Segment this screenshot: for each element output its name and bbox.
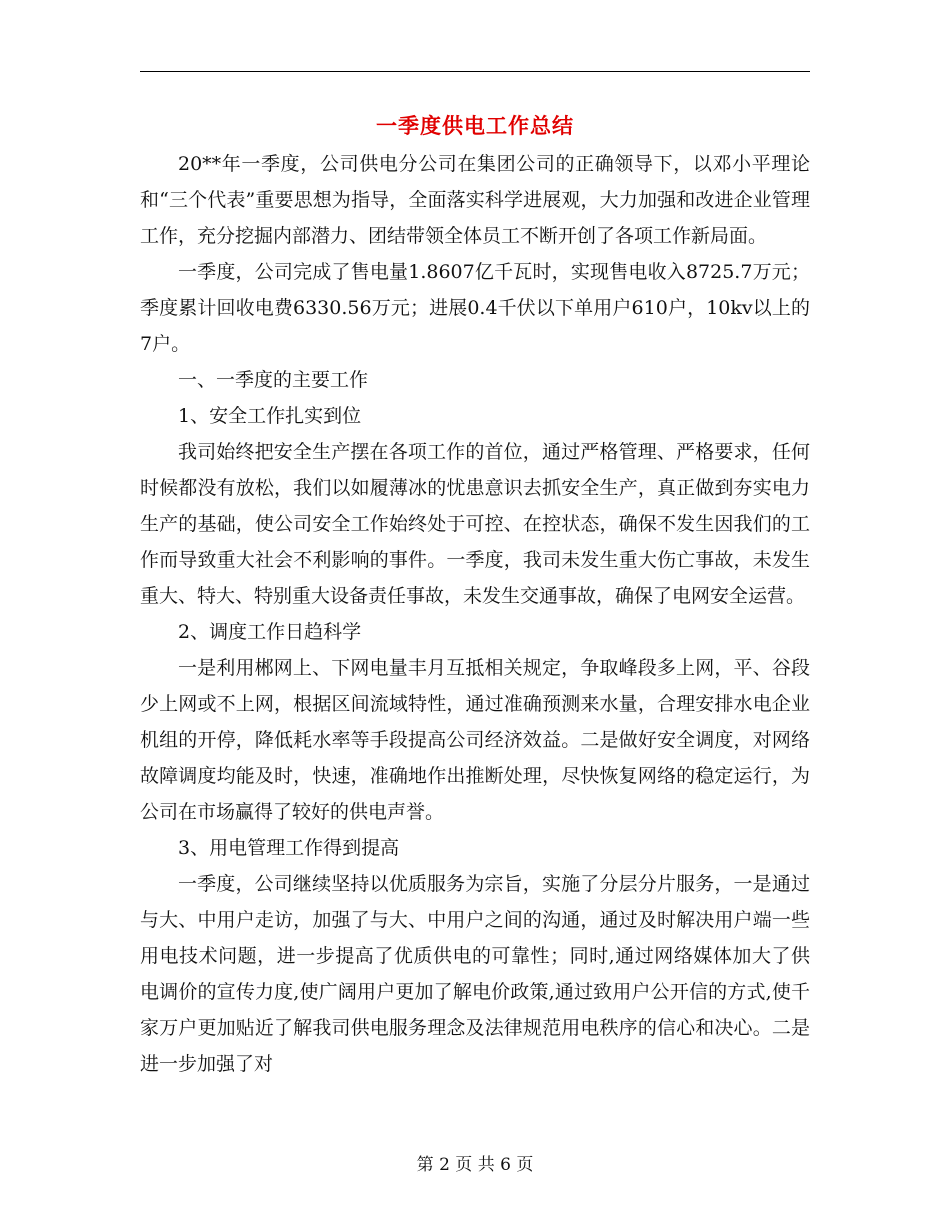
- subheading-safety: 1、安全工作扎实到位: [178, 405, 362, 427]
- paragraph-dispatch: 一是利用郴网上、下网电量丰月互抵相关规定，争取峰段多上网，平、谷段少上网或不上网，根据区间流域特性，通过准确预测来水量，合理安排水电企业机组的开停，降低耗水率等手段提高公司经济效益。二是做好安全调度，对网络故障调度均能及时，快速，准确地作出推断处理，尽快恢复网络的稳定运行，为公司在市场赢得了较好的供电声誉。: [140, 657, 810, 823]
- document-body: [140, 146, 810, 1082]
- page-number: 第 2 页 共 6 页: [416, 1155, 534, 1175]
- header-rule: [140, 71, 810, 72]
- paragraph-summary-figures: 一季度，公司完成了售电量1.8607亿千瓦时，实现售电收入8725.7万元；季度累计回收电费6330.56万元；进展0.4千伏以下单用户610户，10kv以上的7户。: [140, 261, 810, 355]
- document-title: 一季度供电工作总结: [376, 114, 574, 138]
- section-heading-main-work: 一、一季度的主要工作: [178, 369, 369, 391]
- paragraph-intro: 20**年一季度，公司供电分公司在集团公司的正确领导下，以邓小平理论和“三个代表”重要思想为指导，全面落实科学进展观，大力加强和改进企业管理工作，充分挖掘内部潜力、团结带领全体员工不断开创了各项工作新局面。: [140, 153, 810, 247]
- paragraph-power-management: 一季度，公司继续坚持以优质服务为宗旨，实施了分层分片服务，一是通过与大、中用户走访，加强了与大、中用户之间的沟通，通过及时解决用户端一些用电技术问题，进一步提高了优质供电的可靠性；同时,通过网络媒体加大了供电调价的宣传力度,使广阔用户更加了解电价政策,通过致用户公开信的方式,使千家万户更加贴近了解我司供电服务理念及法律规范用电秩序的信心和决心。二是进一步加强了对: [140, 873, 810, 1075]
- subheading-power-management: 3、用电管理工作得到提高: [178, 837, 400, 859]
- subheading-dispatch: 2、调度工作日趋科学: [178, 621, 362, 643]
- paragraph-safety: 我司始终把安全生产摆在各项工作的首位，通过严格管理、严格要求，任何时候都没有放松，我们以如履薄冰的忧患意识去抓安全生产，真正做到夯实电力生产的基础，使公司安全工作始终处于可控、在控状态，确保不发生因我们的工作而导致重大社会不利影响的事件。一季度，我司未发生重大伤亡事故，未发生重大、特大、特别重大设备责任事故，未发生交通事故，确保了电网安全运营。: [140, 441, 810, 607]
